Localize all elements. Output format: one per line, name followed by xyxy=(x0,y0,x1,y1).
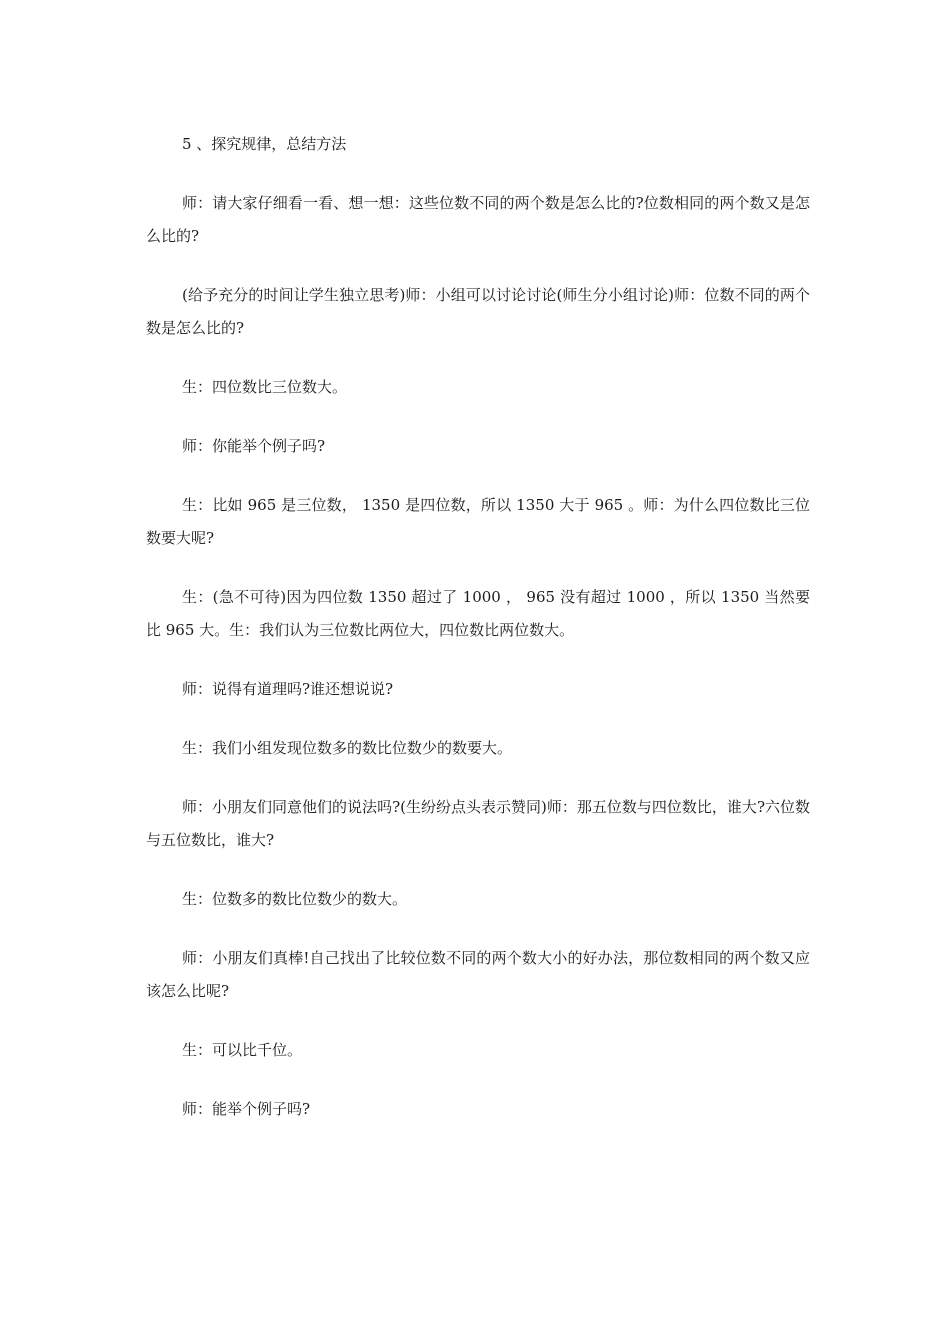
paragraph: 生：比如 965 是三位数， 1350 是四位数，所以 1350 大于 965 。师：为什么四位数比三位数要大呢? xyxy=(146,496,810,547)
paragraph: 师：小朋友们真棒!自己找出了比较位数不同的两个数大小的好办法，那位数相同的两个数又应该怎么比呢? xyxy=(146,949,810,1000)
section-heading: 5 、探究规律，总结方法 xyxy=(182,135,347,153)
document-body xyxy=(146,128,810,1152)
paragraph: 生：(急不可待)因为四位数 1350 超过了 1000 ， 965 没有超过 1000 ，所以 1350 当然要比 965 大。生：我们认为三位数比两位大，四位数比两位数大。 xyxy=(146,588,810,639)
paragraph: (给予充分的时间让学生独立思考)师：小组可以讨论讨论(师生分小组讨论)师：位数不同的两个数是怎么比的? xyxy=(146,286,810,337)
paragraph: 师：请大家仔细看一看、想一想：这些位数不同的两个数是怎么比的?位数相同的两个数又是怎么比的? xyxy=(146,194,810,245)
paragraph: 生：位数多的数比位数少的数大。 xyxy=(182,890,408,908)
paragraph: 师：小朋友们同意他们的说法吗?(生纷纷点头表示赞同)师：那五位数与四位数比，谁大?六位数与五位数比，谁大? xyxy=(146,798,810,849)
paragraph: 师：说得有道理吗?谁还想说说? xyxy=(182,680,394,698)
paragraph: 生：四位数比三位数大。 xyxy=(182,378,348,396)
paragraph: 师：你能举个例子吗? xyxy=(182,437,326,455)
paragraph: 生：可以比千位。 xyxy=(182,1041,303,1059)
paragraph: 师：能举个例子吗? xyxy=(182,1100,311,1118)
paragraph: 生：我们小组发现位数多的数比位数少的数要大。 xyxy=(182,739,513,757)
